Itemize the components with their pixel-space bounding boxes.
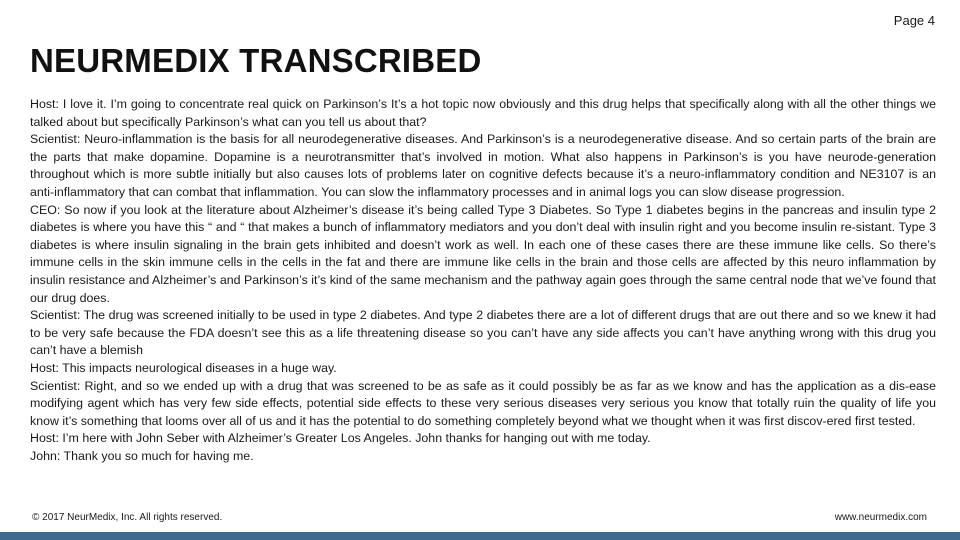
transcript-paragraph: CEO: So now if you look at the literature about Alzheimer’s disease it’s being called Type 3 Diabetes. So Type 1 diabetes begins in the pancreas and insulin type 2 diabetes is where you have this “ and “ that makes a bunch of inflammatory mediators and you don’t deal with insulin right and you become insulin re-sistant. Type 3 diabetes is where insulin signaling in the brain gets inhibited and doesn’t work as well. In each one of these cases there are these immune like cells. So there’s immune cells in the skin immune cells in the cells in the fat and there are immune like cells in the brain and those cells are affected by this neuro inflammation by insulin resistance and Alzheimer’s and Parkinson’s it’s kind of the same mechanism and the pathway again goes through the same central node that we’ve found that our drug does. [30,202,936,305]
transcript-paragraph: John: Thank you so much for having me. [30,448,254,463]
page-number: Page 4 [893,13,935,28]
transcript-paragraph: Scientist: Right, and so we ended up with a drug that was screened to be as safe as it could possibly be as far as we know and has the application as a dis-ease modifying agent which has very few side effects, potential side effects to these very serious diseases very serious you know that totally ruin the quality of life you know it’s something that looms over all of us and it has the potential to do something completely beyond what we thought when it was first discov-ered first tested. [30,378,936,428]
transcript-body [30,96,936,465]
transcript-paragraph: Host: This impacts neurological diseases in a huge way. [30,360,337,375]
transcript-paragraph: Scientist: Neuro-inflammation is the basis for all neurodegenerative diseases. And Parkinson’s is a neurodegenerative disease. And so certain parts of the brain are the parts that make dopamine. Dopamine is a neurotransmitter that’s involved in motion. What also happens in Parkinson’s is you have neurode-generation throughout which is more subtle initially but also causes lots of problems later on cognitive defects because it’s a neuro-inflammatory condition and NE3107 is an anti-inflammatory that can combat that inflammation. You can slow the inflammatory processes and in animal logs you can slow disease progression. [30,132,936,199]
transcript-paragraph: Scientist: The drug was screened initially to be used in type 2 diabetes. And type 2 diabetes there are a lot of different drugs that are out there and so we knew it had to be very safe because the FDA doesn’t see this as a life threatening disease so you can’t have any side affects you can’t have anything wrong with this drug you can’t have a blemish [30,308,936,358]
transcript-paragraph: Host: I’m here with John Seber with Alzheimer’s Greater Los Angeles. John thanks for hanging out with me today. [30,431,651,446]
footer-website: www.neurmedix.com [834,512,927,523]
footer-copyright: © 2017 NeurMedix, Inc. All rights reserved. [32,512,223,523]
bottom-color-bar [0,532,960,540]
page-title: NEURMEDIX TRANSCRIBED [30,42,482,79]
transcript-paragraph: Host: I love it. I’m going to concentrate real quick on Parkinson’s It’s a hot topic now obviously and this drug helps that specifically along with all the other things we talked about but specifically Parkinson’s what can you tell us about that? [30,97,936,129]
